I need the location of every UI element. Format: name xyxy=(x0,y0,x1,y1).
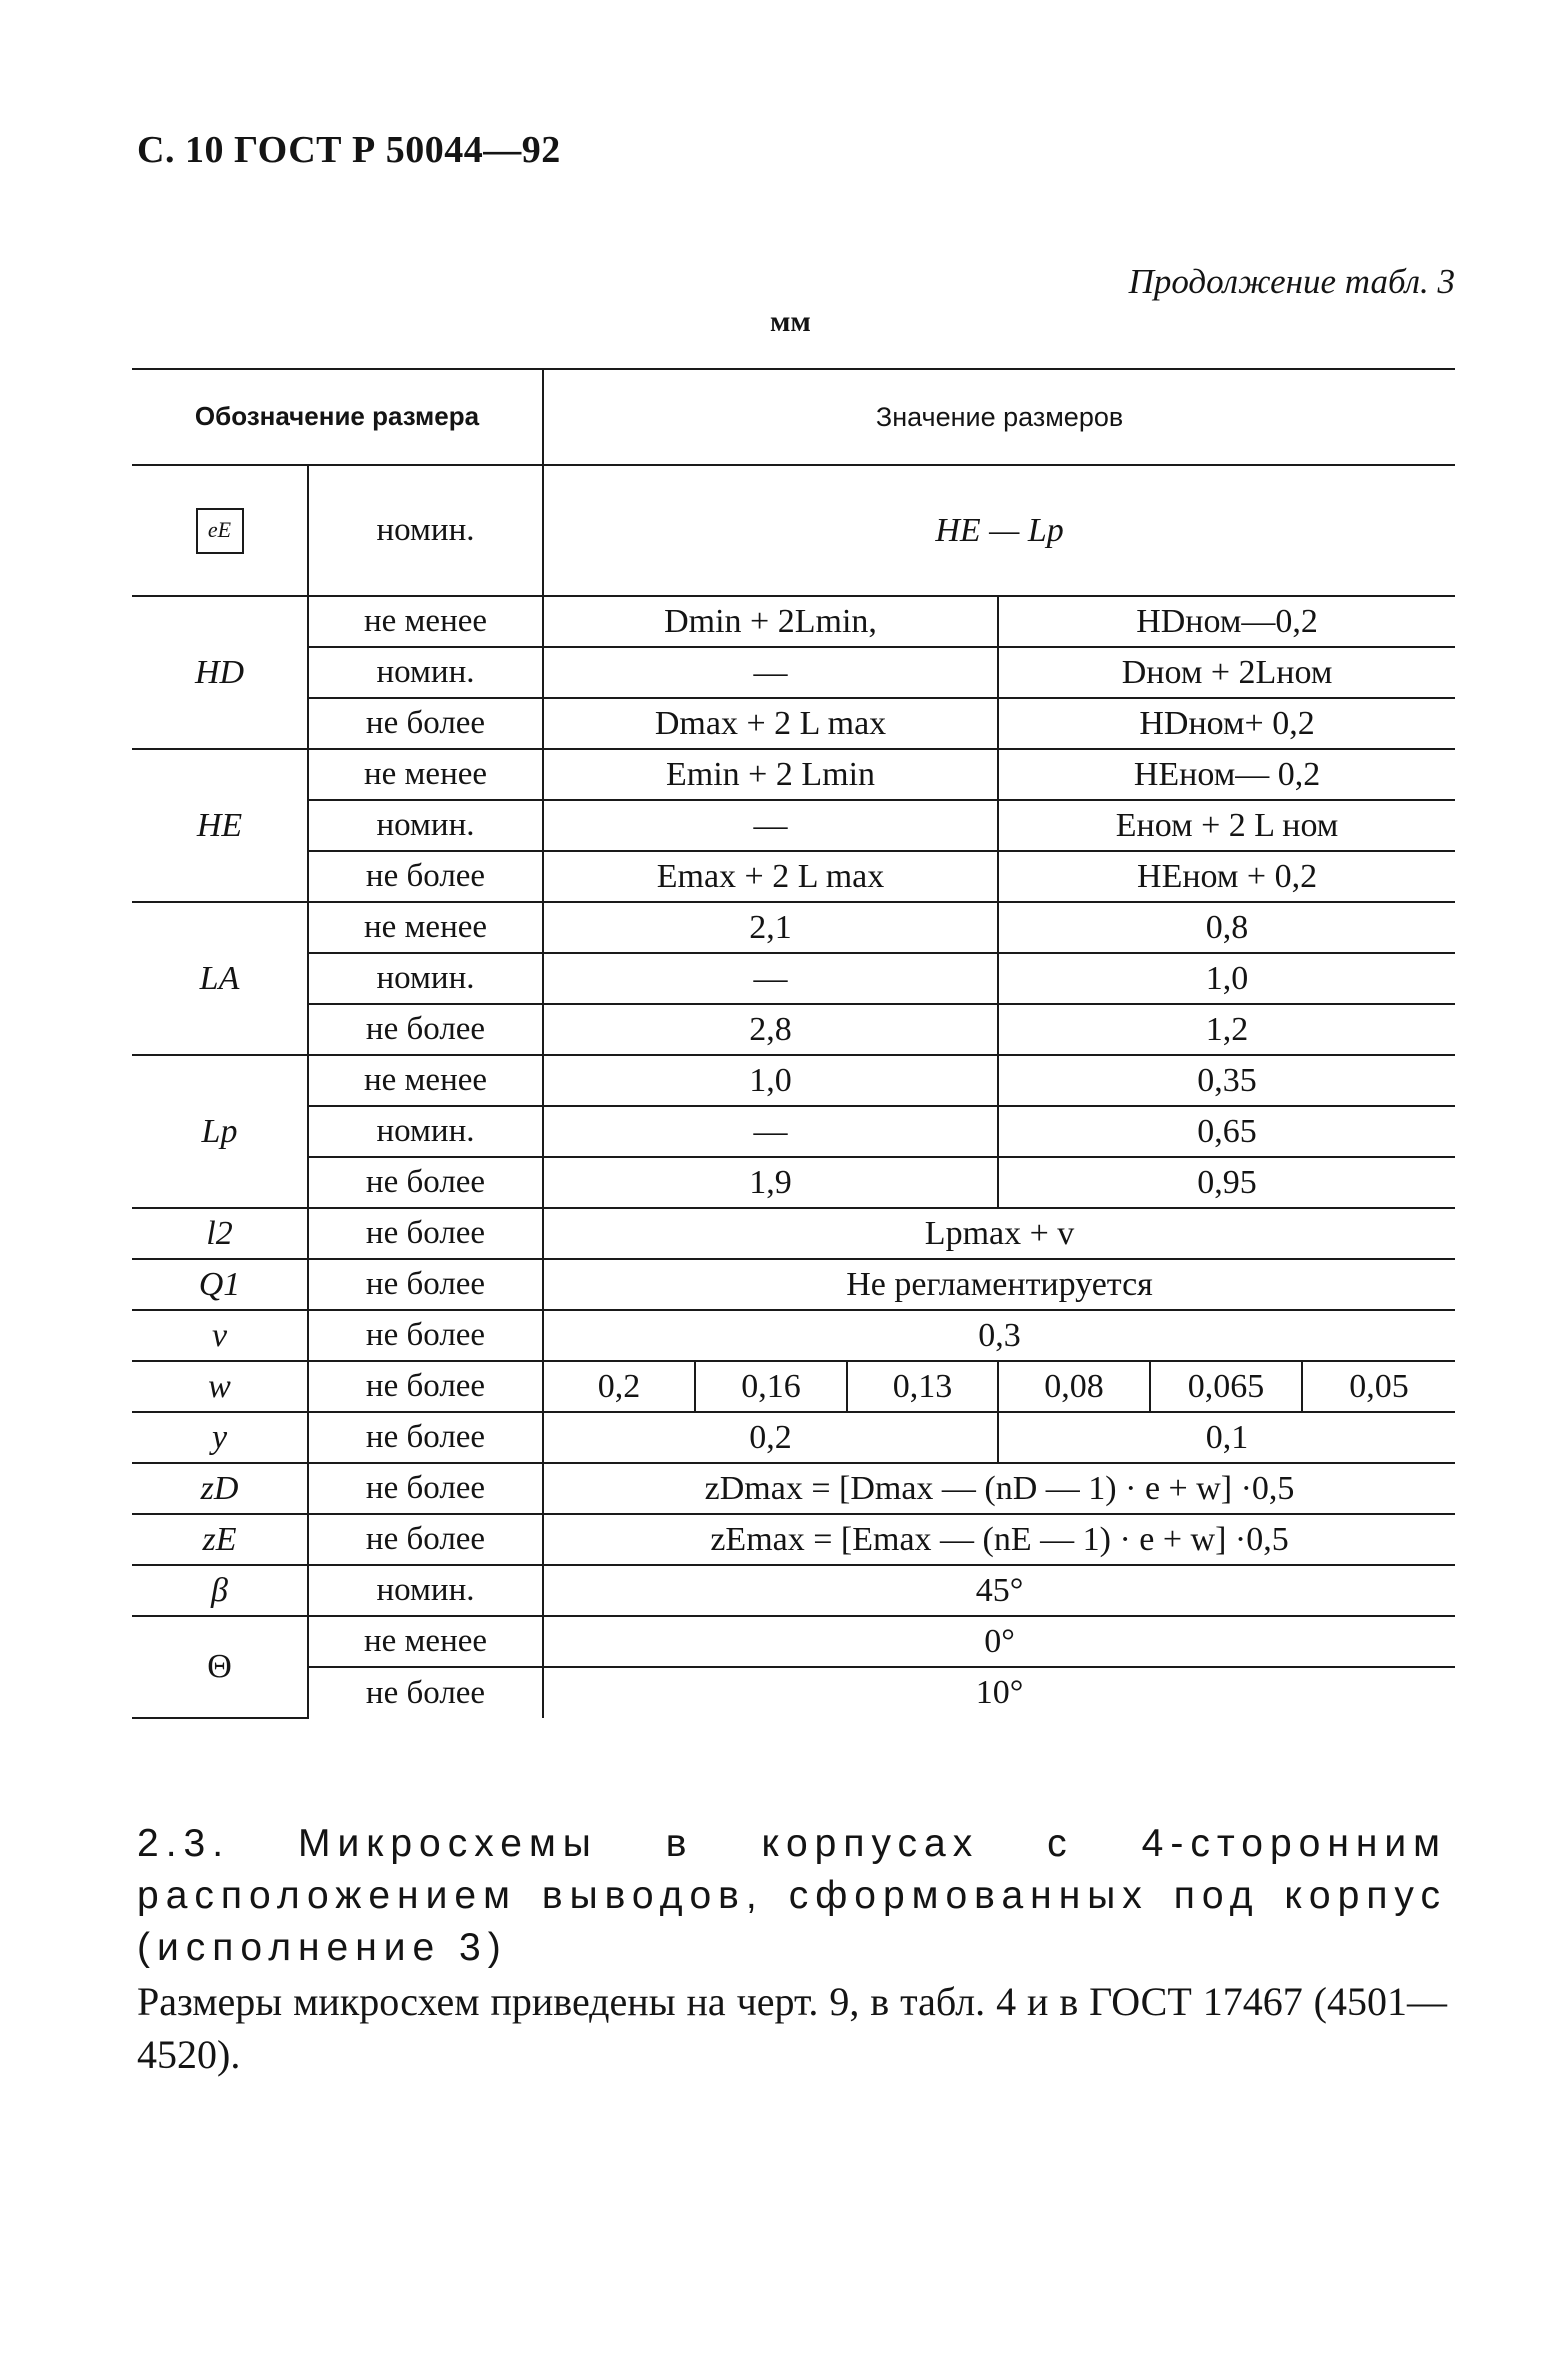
value-cell: Lpmax + v xyxy=(543,1208,1455,1259)
value-cell: 1,0 xyxy=(998,953,1455,1004)
table-row xyxy=(132,902,1455,953)
limit-cell: не более xyxy=(308,1412,543,1463)
value-cell: HDном—0,2 xyxy=(998,596,1455,647)
value-cell: 2,8 xyxy=(543,1004,998,1055)
symbol-LA: LA xyxy=(132,902,308,1055)
table-row xyxy=(132,851,1455,902)
symbol-zD: zD xyxy=(132,1463,308,1514)
limit-cell: номин. xyxy=(308,1106,543,1157)
value-cell: HEном— 0,2 xyxy=(998,749,1455,800)
section-heading: 2.3. Микросхемы в корпусах с 4-сторонним расположением выводов, сформованных под корпус (исполнение 3) xyxy=(137,1822,1447,1969)
limit-cell: номин. xyxy=(308,465,543,596)
value-cell: 1,9 xyxy=(543,1157,998,1208)
symbol-Q1: Q1 xyxy=(132,1259,308,1310)
dimensions-table xyxy=(132,368,1455,1719)
value-cell: — xyxy=(543,647,998,698)
limit-cell: номин. xyxy=(308,953,543,1004)
value-cell: 1,2 xyxy=(998,1004,1455,1055)
symbol-theta: Θ xyxy=(132,1616,308,1718)
table-row xyxy=(132,749,1455,800)
value-cell: Emin + 2 Lmin xyxy=(543,749,998,800)
value-cell: — xyxy=(543,800,998,851)
value-cell: — xyxy=(543,1106,998,1157)
page-header: С. 10 ГОСТ Р 50044—92 xyxy=(137,129,561,171)
value-cell: 0,1 xyxy=(998,1412,1455,1463)
value-cell: 0° xyxy=(543,1616,1455,1667)
table-row xyxy=(132,1310,1455,1361)
table-row xyxy=(132,647,1455,698)
limit-cell: не менее xyxy=(308,902,543,953)
table-row xyxy=(132,698,1455,749)
limit-cell: не более xyxy=(308,698,543,749)
value-cell: 0,95 xyxy=(998,1157,1455,1208)
limit-cell: не более xyxy=(308,1667,543,1718)
value-cell: Dmax + 2 L max xyxy=(543,698,998,749)
table-row xyxy=(132,465,1455,596)
value-cell: zDmax = [Dmax — (nD — 1) · e + w] ·0,5 xyxy=(543,1463,1455,1514)
table-row xyxy=(132,1208,1455,1259)
limit-cell: не более xyxy=(308,1514,543,1565)
symbol-HD: HD xyxy=(132,596,308,749)
table-row xyxy=(132,1565,1455,1616)
limit-cell: не более xyxy=(308,1157,543,1208)
symbol-l2: l2 xyxy=(132,1208,308,1259)
limit-cell: не менее xyxy=(308,596,543,647)
table-row xyxy=(132,1004,1455,1055)
symbol-y: y xyxy=(132,1412,308,1463)
value-cell: 0,2 xyxy=(543,1412,998,1463)
table-header-row xyxy=(132,369,1455,465)
value-cell: 0,8 xyxy=(998,902,1455,953)
value-cell: Dном + 2Lном xyxy=(998,647,1455,698)
header-designation: Обозначение размера xyxy=(132,369,543,465)
table-row xyxy=(132,1412,1455,1463)
value-cell: HE — Lp xyxy=(543,465,1455,596)
value-cell: HDном+ 0,2 xyxy=(998,698,1455,749)
limit-cell: номин. xyxy=(308,1565,543,1616)
table-row xyxy=(132,1157,1455,1208)
limit-cell: не более xyxy=(308,1259,543,1310)
symbol-eE xyxy=(132,465,308,596)
symbol-zE: zE xyxy=(132,1514,308,1565)
value-cell: 0,08 xyxy=(998,1361,1150,1412)
value-cell: 1,0 xyxy=(543,1055,998,1106)
value-cell: 0,3 xyxy=(543,1310,1455,1361)
symbol-v: v xyxy=(132,1310,308,1361)
limit-cell: не более xyxy=(308,1208,543,1259)
limit-cell: не более xyxy=(308,1310,543,1361)
table-row xyxy=(132,1259,1455,1310)
header-values: Значение размеров xyxy=(543,369,1455,465)
value-cell: 0,16 xyxy=(695,1361,847,1412)
symbol-HE: HE xyxy=(132,749,308,902)
table-row xyxy=(132,800,1455,851)
table-row xyxy=(132,1361,1455,1412)
eE-framed-symbol: eE xyxy=(196,508,244,554)
value-cell: 0,35 xyxy=(998,1055,1455,1106)
symbol-beta: β xyxy=(132,1565,308,1616)
limit-cell: не более xyxy=(308,851,543,902)
value-cell: Emax + 2 L max xyxy=(543,851,998,902)
table-row xyxy=(132,1514,1455,1565)
limit-cell: не менее xyxy=(308,749,543,800)
symbol-w: w xyxy=(132,1361,308,1412)
table-continuation-label: Продолжение табл. 3 xyxy=(1128,262,1455,301)
limit-cell: не менее xyxy=(308,1055,543,1106)
table-row xyxy=(132,1106,1455,1157)
value-cell: 10° xyxy=(543,1667,1455,1718)
value-cell: 2,1 xyxy=(543,902,998,953)
table-row xyxy=(132,1667,1455,1718)
limit-cell: не более xyxy=(308,1004,543,1055)
limit-cell: номин. xyxy=(308,647,543,698)
table-row xyxy=(132,596,1455,647)
value-cell: 0,65 xyxy=(998,1106,1455,1157)
unit-label: мм xyxy=(770,305,811,338)
table-row xyxy=(132,1463,1455,1514)
limit-cell: не более xyxy=(308,1361,543,1412)
limit-cell: номин. xyxy=(308,800,543,851)
section-body: Размеры микросхем приведены на черт. 9, в табл. 4 и в ГОСТ 17467 (4501—4520). xyxy=(137,1979,1447,2077)
table-row xyxy=(132,953,1455,1004)
value-cell: 45° xyxy=(543,1565,1455,1616)
table-row xyxy=(132,1616,1455,1667)
table-row xyxy=(132,1055,1455,1106)
value-cell: 0,13 xyxy=(847,1361,998,1412)
value-cell: HEном + 0,2 xyxy=(998,851,1455,902)
symbol-Lp: Lp xyxy=(132,1055,308,1208)
value-cell: 0,2 xyxy=(543,1361,695,1412)
limit-cell: не менее xyxy=(308,1616,543,1667)
value-cell: zEmax = [Emax — (nE — 1) · e + w] ·0,5 xyxy=(543,1514,1455,1565)
value-cell: 0,05 xyxy=(1302,1361,1455,1412)
value-cell: Eном + 2 L ном xyxy=(998,800,1455,851)
value-cell: 0,065 xyxy=(1150,1361,1302,1412)
limit-cell: не более xyxy=(308,1463,543,1514)
value-cell: Dmin + 2Lmin, xyxy=(543,596,998,647)
value-cell: — xyxy=(543,953,998,1004)
value-cell: Не регламентируется xyxy=(543,1259,1455,1310)
